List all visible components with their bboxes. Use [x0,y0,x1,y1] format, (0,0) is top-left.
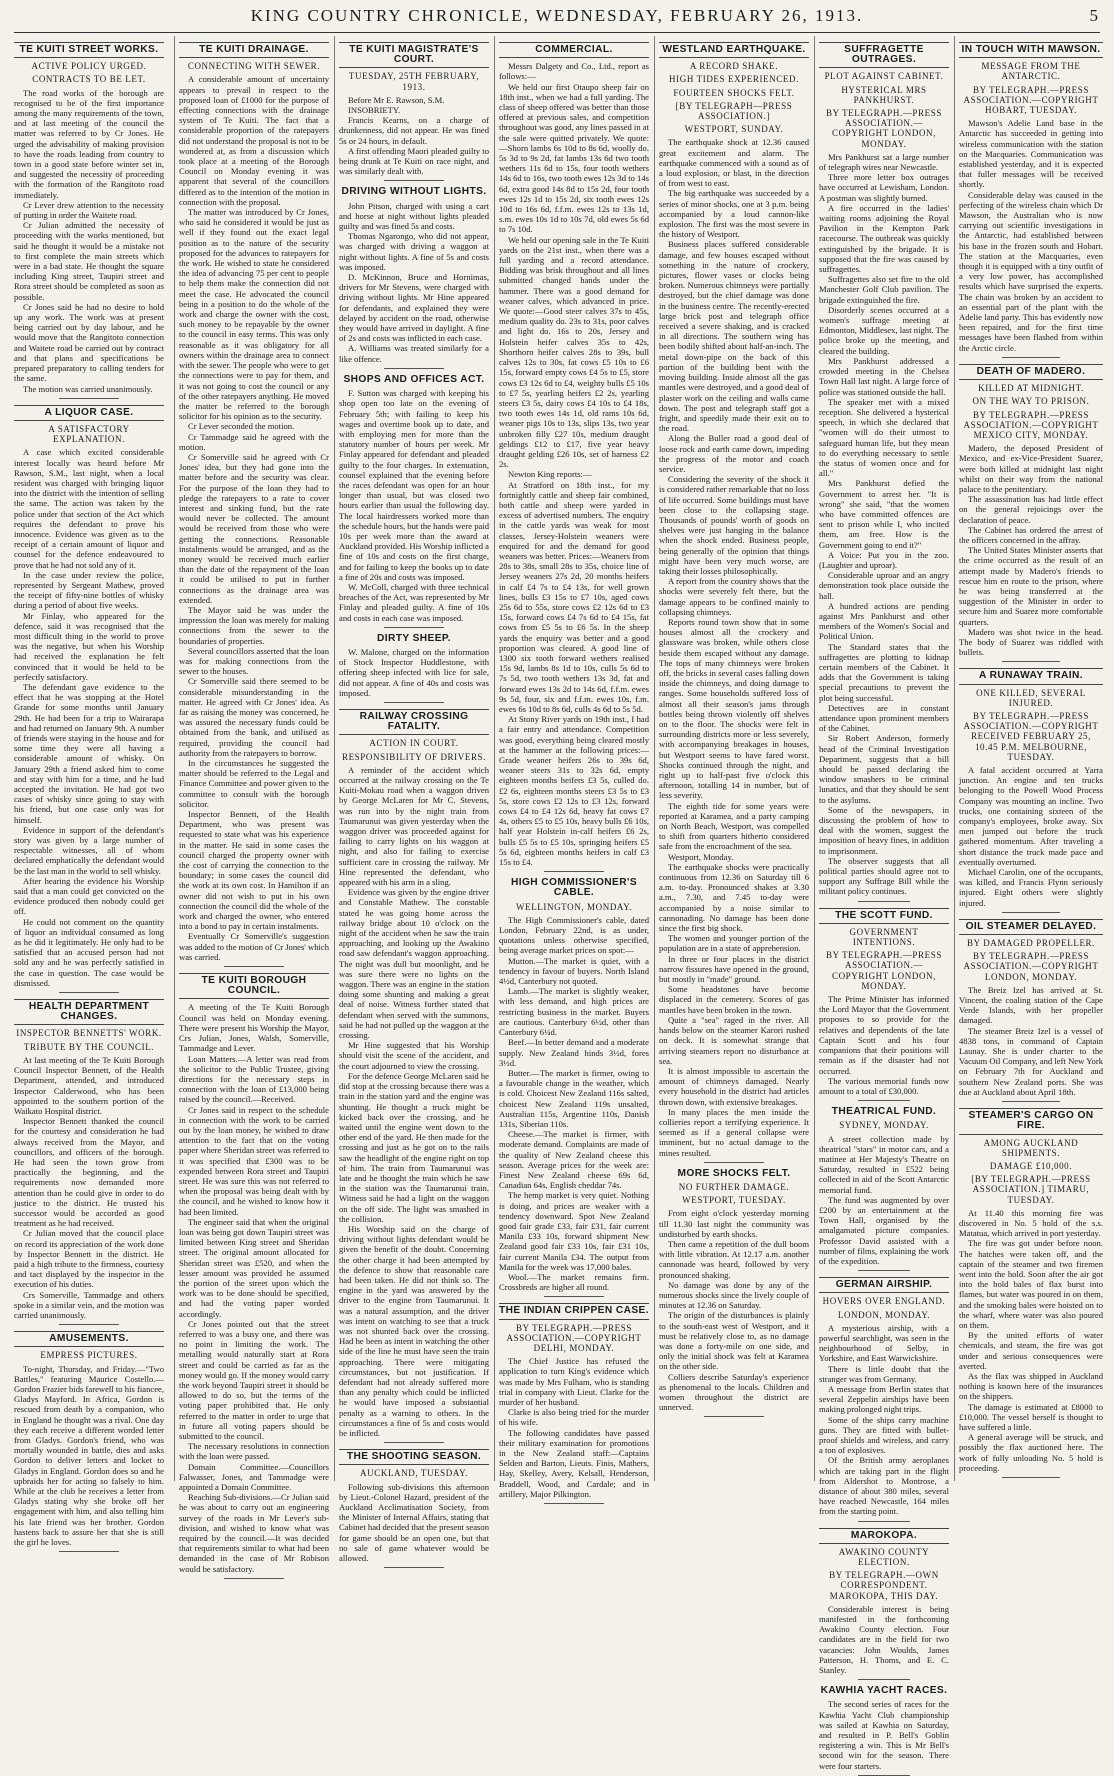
article-paragraph: Domain Committee.—Councillors Falwasser, Jones, and Tammadge were appointed a Domain Committee. [179,1461,329,1493]
article-paragraph: The speaker met with a mixed reception. She delivered a hysterical speech, in which she declared that "women will do their utmost to safeguard human life, but they mean to do everything necessary to settle the status of women once and for all." [819,396,949,479]
article-paragraph: Lamb.—The market is slightly weaker, with less demand, and high prices are restricting business in the market. Buyers are cautious. Canterbury 6½d, other than Canterbury 6¼d. [499,986,649,1038]
article-headline: OIL STEAMER DELAYED. [959,919,1103,935]
article-paragraph: A general average will be struck, and possibly the flax auctioned here. The work of fully unloading No. 5 hold is proceeding. [959,1432,1103,1473]
article-paragraph: The Chief Justice has refused the application to turn King's evidence which was made by Mrs Fulham, who is standing trial in company with Lieut. Clarke for the murder of her husband. [499,1356,649,1407]
article-subheading: WESTPORT, SUNDAY. [684,124,784,135]
article-paragraph: Madero was shot twice in the head. The body of Suarez was riddled with bullets. [959,626,1103,658]
article-paragraph: Cr Lever drew attention to the necessity of putting in order the Waitete road. [14,199,164,221]
article-paragraph: Eventually Cr Somerville's suggestion was added to the motion of Cr Jones' which was carried. [179,931,330,962]
article-paragraph: A message from Berlin states that several Zeppelin airships have been making prolonged night trips. [819,1383,949,1415]
article-subheading: NO FURTHER DAMAGE. [678,1181,790,1192]
article-divider [1002,1477,1060,1478]
article-headline: HEALTH DEPARTMENT CHANGES. [14,999,164,1025]
article-paragraph: Mr Hine suggested that his Worship should visit the scene of the accident, and the court adjourned to view the crossing. [339,1040,489,1071]
article-headline: HIGH COMMISSIONER'S CABLE. [510,877,638,899]
article-paragraph: F. Sutton was charged with keeping his shop open too late on the evening of February 5th; with failing to keep his wages and overtime book up to date, and with employing men for more than the statutory number of hours per week. Mr Finlay appeared for defendant and pleaded guilty to the four charges. In extenuation, counsel explained that the evening before the races defendant was open for an hour longer than usual, but was closed two hours earlier than usual the following day. The local hairdressers worked more than the schedule hours, but the hands were paid 10s per week more than the award at Auckland provided. His Worship inflicted a fine of 10s and costs on the first charge, and for failing to keep the books up to date a fine of 20s and costs was imposed. [339,388,489,582]
article-subheading: [BY TELEGRAPH.—PRESS ASSOCIATION.] TIMARU, TUESDAY. [971,1174,1091,1205]
article [339,187,489,368]
article-paragraph: Cr Lever seconded the motion. [188,421,295,432]
article-divider [384,1442,444,1443]
article-divider [1002,912,1060,913]
article-headline: TE KUITI BOROUGH COUNCIL. [179,973,329,999]
article-paragraph: Several councillors asserted that the loan was for making connections from the sewer to the houses. [179,645,329,677]
article-headline: TE KUITI MAGISTRATE'S COURT. [339,42,489,68]
article [959,364,1103,662]
article-subheading: KILLED AT MIDNIGHT. [978,383,1084,394]
article-subheading: TUESDAY, 25TH FEBRUARY, 1913. [348,71,480,92]
article-paragraph: Some of the ships carry machine guns. They are fitted with bullet-proof shields and wireless, and carry a ton of explosives. [819,1414,949,1456]
article-subheading: TRIBUTE BY THE COUNCIL. [23,1041,155,1052]
article-divider [544,1296,604,1297]
article-paragraph: The fund was augmented by over £200 by an entertainment at the Town Hall, organised by the amalgamated picture companies. Professor David assisted with a number of films, explaining the work of the expedition. [819,1194,949,1266]
article-headline: KAWHIA YACHT RACES. [820,1685,948,1697]
article [14,42,164,399]
article-subheading: BY TELEGRAPH.—PRESS ASSOCIATION.—COPYRIGHT LONDON, MONDAY. [826,950,942,991]
article-paragraph: Along the Buller road a good deal of loose rock and earth came down, impeding the progress of the motor and coach service. [659,433,809,474]
article-paragraph: In the circumstances he suggested the matter should be referred to the Legal and Finance Committee and power given to the committee to consult with the borough solicitor. [179,758,329,809]
article-subheading: BY TELEGRAPH.—PRESS ASSOCIATION.—COPYRIGHT RECEIVED FEBRUARY 25, 10.45 P.M. MELBOURNE, TUESDAY. [963,710,1099,762]
article-paragraph: In the case under review the police, represented by Sergeant Mathew, proved the receipt of fifty-nine bottles of whisky during a period of about five weeks. [14,569,164,611]
article-paragraph: The steamer Breiz Izel is a vessel of 4838 tons, in command of Captain Launay. She is under charter to the Vacuum Oil Company, and left New York on February 7th for Auckland and southern New Zealand ports. She was due at Auckland about April 18th. [959,1025,1103,1097]
article-paragraph: To-night, Thursday, and Friday.—"Two Battles," featuring Maurice Costello.—Gordon Frazier bids farewell to his fiancee, Gladys Mayford. In Africa, Gordon is rescued from death by a companion, who in England he thought was a rival. One day they each receive a different worded letter from Gladys. Gordon's friend, who was mortally wounded in battle, dies and asks Gordon to deliver letters and locket to Gladys in England. Gordon does so and he upbraids her for acting so falsely to him. While at the club he receives a letter from Gladys stating why she broke off her engagement with him, and also telling him his late friend was her brother. Gordon hastens back to assure her that she is still the girl he loves. [14,1363,164,1548]
article-paragraph: Westport, Monday. [668,851,734,862]
article-paragraph: Considering the severity of the shock it is considered rather remarkable that no loss of life occurred. Some buildings must have been close to the collapsing stage. Thousands of pounds' worth of goods on shelves were just hanging in the balance when the shock ended. Business people, being generally of the opinion that things might have been very much worse, are taking their losses philosophically. [659,474,809,576]
article-subheading: HIGH TIDES EXPERIENCED. [669,74,799,85]
column-1 [14,36,168,1548]
column-3 [334,36,493,1564]
article-divider [59,398,119,399]
article [819,1107,949,1271]
article-subheading: WESTPORT, TUESDAY. [682,1195,786,1206]
article-paragraph: Mr Finlay, who appeared for the defence, said it was recognised that the most difficult thing in the world to prove was the negative, but when his Worship had received the explanation he felt convinced that it would be held to be perfectly satisfactory. [14,610,164,682]
article [339,634,489,703]
article-paragraph: Cr Julian admitted the necessity of proceeding with the works mentioned, but said he thought it would be a mistake not to first complete the main streets which were in a bad state. He thought the square including King street, Taupiri street and Rora street should be completed as soon as possible. [14,220,164,302]
article-subheading: HOVERS OVER ENGLAND. [822,1296,946,1307]
article-subheading: FOURTEEN SHOCKS FELT. [673,87,795,98]
article-paragraph: The motion was carried unanimously. [23,383,153,394]
article-paragraph: The United States Minister asserts that the crime occurred as the result of an attempt made by Madero's friends to rescue him en route to the prison, where he was being transferred at the suggestion of the Minister in order to secure him and Suarez more comfortable quarters. [959,545,1103,627]
article-divider [858,1100,910,1101]
article-paragraph: Beef.—In better demand and a moderate supply. New Zealand hinds 3½d, fores 3½d. [499,1037,649,1068]
article-paragraph: Quite a "sea" raged in the river. All hands below on the steamer Karori rushed on deck. It is somewhat strange that arriving steamers report no disturbance at sea. [659,1014,809,1066]
article-subheading: BY TELEGRAPH.—PRESS ASSOCIATION.—COPYRIGHT MEXICO CITY, MONDAY. [963,409,1099,440]
article-paragraph: Cr Jones pointed out that the street referred to was a busy one, and there was no point in limiting the work. The metalling would naturally start at Rora street and could be carried as far as the money would go. If the money would carry the work beyond Taupiri street it should be allowed to do so, but the terms of the voting paper prohibited that. He only referred to the matter in order to urge that in future all voting papers should be submitted to the council. [179,1318,329,1442]
article-paragraph: His Worship said on the charge of driving without lights defendant would be given the benefit of the doubt. Concerning the other charge it had been attempted by the defence to show that reasonable care had been taken. He did not think so. The engine in the yard was answered by the driver to the engine from Taumarunui. It was a natural assumption, and the driver was intent on watching to see that a truck was not shunted back over the crossing. Had he been as intent in watching the other side of the line he must have seen the train approaching. There were mitigating circumstances, but not justification. If defendant had not already suffered more than any penalty which could be inflicted he would have imposed a substantial penalty as a warning to others. In the circumstances a fine of 5s and costs would be inflicted. [339,1223,489,1438]
article [959,1108,1103,1478]
article-paragraph: Inspector Bennett thanked the council for the courtesy and consideration he had always received from the Mayor, and councillors, and officers of the borough. He had seen the town grow from practically the beginning, and the requirements now demanded more attention than he could give in order to do justice to the district. He trusted his successor would be accorded as good treatment as he had received. [14,1116,164,1229]
article-subheading: HYSTERICAL MRS PANKHURST. [841,84,927,105]
article-divider [224,1578,284,1579]
article-headline: THEATRICAL FUND. [831,1106,937,1118]
article-paragraph: Considerable uproar and an angry demonstration took place outside the hall. [819,570,949,601]
article-paragraph: Considerable delay was caused in the perfecting of the wireless chain which Dr Mawson, the Australian who is now carrying out scientific investigations in the Antarctic, had established between his base in the frozen south and Hobart. The station at the Macquaries, even though it is equipped with a tiny outfit of a very low power, has accomplished results which have surprised the experts. The chain was broken by an accident to an essential part of the plant with the Adelie land party. This has evidently now been repaired, and for the first time messages have been flashed from within the Arctic circle. [959,189,1103,353]
article-paragraph: Considerable interest is being manifested in the forthcoming Awakino County election. Four candidates are in the field for two vacancies: John Woulds, James Patterson, H. Thoms, and E. C. Stanley. [819,1603,949,1676]
article-paragraph: From eight o'clock yesterday morning till 11.30 last night the community was undisturbed by earth shocks. [659,1208,809,1239]
article-paragraph: The High Commissioner's cable, dated London, February 22nd, is as under, quotations unless otherwise specified, being average market prices on spot:— [499,914,649,956]
article-divider [1002,1101,1060,1102]
article-subheading: AMONG AUCKLAND SHIPMENTS. [983,1137,1079,1158]
article-paragraph: Some headstones have become displaced in the cemetery. Scores of gas mantles have been broken in the town. [659,984,809,1015]
article-paragraph: The earthquake shocks were practically continuous from 12.36 on Saturday till 6 a.m. to-day. Pronounced shakes at 3.30 a.m., 7.30, and 7.45 to-day were accompanied by a noise similar to cannonading. No damage has been done since the first big shock. [659,861,809,934]
article-paragraph: Cr Jones said in respect to the schedule in connection with the work to be carried out by the loan money, he wished to draw attention to the fact that on the voting paper where Sheridan street was referred to it was specified that £300 was to be expended between Rora street and Taupiri street. He was sure this was not referred to when the proposal was being dealt with by the council, and he wished to know how it had been limited. [179,1104,329,1217]
article-subheading: BY TELEGRAPH.—PRESS ASSOCIATION.—COPYRIGHT DELHI, MONDAY. [506,1322,642,1353]
article-subheading: BY DAMAGED PROPELLER. [966,938,1096,949]
article-headline: DEATH OF MADERO. [959,364,1103,380]
article-paragraph: A reminder of the accident which occurred at the railway crossing on the Te Kuiti-Mokau road when a waggon driven by George McLaren for Mr C. Stevens, was run into by the night train from Taumarunui was given yesterday when the waggon driver was proceeded against for failing to carry lights on his waggon at night, and also for failing to exercise sufficient care in crossing the railway. Mr Hine represented the defendant, who appeared with his arm in a sling. [339,764,489,888]
article-paragraph: Butter.—The market is firmer, owing to a favourable change in the weather, which is cold. Choicest New Zealand 116s salted, choicest New Zealand 119s unsalted, Australian 115s, Argentine 110s, Danish 131s, Siberian 110s. [499,1067,649,1129]
article-subheading: BY TELEGRAPH.—PRESS ASSOCIATION.—COPYRIGHT LONDON, MONDAY. [963,951,1099,982]
article-headline: WESTLAND EARTHQUAKE. [659,42,809,58]
article-paragraph: W. McColl, charged with three technical breaches of the Act, was represented by Mr Finlay and pleaded guilty. A fine of 10s and costs in each case was imposed. [339,581,489,623]
article-paragraph: The assassination has had little effect on the general rejoicings over the declaration of peace. [959,494,1103,525]
article-paragraph: The necessary resolutions in connection with the loan were passed. [179,1441,329,1462]
article-paragraph: We held our first Otaupo sheep fair on 18th inst., when we had a full yarding. The class of sheep offered was better than those offered at previous sales, and competition throughout was good, any lines passed in at the sale were quitted privately. We quote:—Shorn lambs 6s 10d to 8s 6d, woolly do. 5s 3d to 9s 2d, fat lambs 13s 6d two tooth wethers 11s 6d to 15s, four tooth wethers 14s 6d to 16s, two tooth ewes 12s 3d to 14s 6d, extra good 14s 8d to 15s 2d, four tooth ewes 12s 1d to 15s 2d, six tooth ewes 12s 10d to 16s 6d, f.f.m. ewes 12s to 13s 1d, s.m. ewes 10s 1d to 10s 7d, old ewes 5s 6d to 7s 10d. [499,81,649,235]
article-paragraph: Cr Julian moved that the council place on record its appreciation of the work done by Inspector Bennett in the district. He paid a high tribute to the firmness, courtesy and tact displayed by the inspector in the execution of his duties. [14,1228,164,1290]
article-paragraph: Cr Tammadge said he agreed with the motion. [179,431,329,452]
article-paragraph: Of the British army aeroplanes which are taking part in the flight from Aldershot to Montrose, a distance of about 380 miles, several have reached Newcastle, 164 miles from the starting point. [819,1455,949,1517]
article-paragraph: By the united efforts of water chemicals, and steam, the fire was got under and serious consequences were averted. [959,1330,1103,1371]
article-paragraph: Francis Kearns, on a charge of drunkenness, did not appear. He was fined 5s or 24 hours, in default. [339,115,489,146]
column-6 [814,36,953,1771]
article-paragraph: Michael Carolin, one of the occupants, was killed, and Francis Flynn seriously injured. Eight others were slightly injured. [959,867,1103,908]
article-paragraph: Business places suffered considerable damage, and few houses escaped without something in the nature of crockery, pictures, flower vases or clocks being broken. Numerous chimneys were partially destroyed, but the chief damage was done in the business centre. The recently-erected large brick post and telegraph office received a severe shaking, and is cracked in all directions. The southern wing has been bodily shifted about half-an-inch. The metal down-pipe on the back of this portion of the building bent with the moving building. Inside almost all the gas mantles were destroyed, and a good deal of plaster work on the ceiling and walls came down. The post and telegraph staff got a fright, and speedily made their exit on to the road. [659,239,809,434]
column-4 [494,36,653,1499]
article-subheading: SYDNEY, MONDAY. [839,1120,929,1131]
article-paragraph: Disorderly scenes occurred at a women's suffrage meeting at Edmonton, Middlesex, last night. The police broke up the meeting, and cleared the building. [819,304,949,356]
article-headline: MAROKOPA. [819,1528,949,1544]
article-paragraph: INSOBRIETY. [348,105,401,116]
article-paragraph: Mrs Pankhurst sat a large number of telegraph wires near Newcastle. [819,151,949,173]
article-paragraph: The fire was got under before noon. The hatches were taken off, and the captain of the steamer and two firemen went into the hold. Soon after the air got into the hold bales of flax burst into flames, but water was poured in on them, and the smoking bales were hoisted on to the wharf, where water was also poured on them. [959,1238,1103,1330]
article [14,1331,164,1552]
article-paragraph: The Breiz Izel has arrived at St. Vincent, the coaling station of the Cape Verde Islands, with her propeller damaged. [959,984,1103,1026]
article-paragraph: The Standard states that the suffragettes are plotting to kidnap certain members of the Cabinet. It adds that the Government is taking special precautions to prevent the plot being successful. [819,641,949,703]
article-subheading: DAMAGE £10,000. [989,1160,1073,1171]
article-subheading: AWAKINO COUNTY ELECTION. [838,1546,930,1568]
article-paragraph: The Prime Minister has informed the Lord Mayor that the Government proposes to so provide for the relatives and dependents of the late Captain Scott and his four companions that their positions will remain as if the disaster had not occurred. [819,994,949,1076]
article [339,709,489,1443]
article-paragraph: Sir Robert Anderson, formerly head of the Criminal Investigation Department, suggests that a bill should be passed declaring the window smashers to be criminal lunatics, and that they should be sent to the asylums. [819,733,949,805]
article-paragraph: The Cabinet has ordered the arrest of the officers concerned in the affray. [959,524,1103,545]
article-paragraph: The defendant gave evidence to the effect that he was stopping at the Hotel Grande for some months until January 29th. He had been for a trip to Wairarapa and had returned on January 9th. A number of friends were staying in the house and for some time they were all having a considerable amount of whisky. On January 29th a friend asked him to come and stay with him for a time, and he had accepted the invitation. He had got two cases of whisky since going to stay with his friend, but one case only was for himself. [14,681,164,825]
article-paragraph: The big earthquake was succeeded by a series of minor shocks, one at 3 p.m. being accompanied by a loud cannon-like explosion. The first was the most severe in the history of Westport. [659,188,809,240]
article-paragraph: Cr Somerville said there seemed to be considerable misunderstanding in the matter. He agreed with Cr Jones' idea. As far as raising the money was concerned, he was assured the necessary funds could be obtained from the bank, and utilised as required, providing the council had authority from the ratepayers to borrow. [179,676,329,758]
article-subheading: EMPRESS PICTURES. [40,1350,138,1361]
article-divider [59,1551,119,1552]
article-subheading: BY TELEGRAPH.—OWN CORRESPONDENT. MAROKOPA, THIS DAY. [829,1570,939,1601]
article-divider [59,992,119,993]
article [339,42,489,181]
article-paragraph: Cr Somerville said he agreed with Cr Jones' idea, but they had gone into the matter before and the security was clear. For the purpose of the loan they had to pledge the ratepayers to a rate to cover interest and sinking fund, but the rate would never be collected. The amount would be received from those who were getting the connections. Reasonable instalments would be arranged, and as the money would be received much earlier than the date of the repayment of the loan it could be utilised to put in further connections as the drainage area was extended. [179,451,329,605]
article-headline: MORE SHOCKS FELT. [677,1167,791,1179]
article-divider [384,1567,444,1568]
article-paragraph: The hemp market is very quiet. Nothing is doing, and prices are weaker with a tendency downward. Spot New Zealand good fair grade £33, fair £31, fair current Manila £33 10s, forward shipment New Zealand good fair £33 10s, fair £31 10s, fair current Manila £34. The output from Manila for the week was 17,000 bales. [499,1190,649,1272]
article-paragraph: As the flax was shipped in Auckland nothing is known here of the insurances on the shippers. [959,1370,1103,1402]
article-paragraph: D. McKinnon, Bruce and Hornimas, drivers for Mr Stevens, were charged with driving without lights. Mr Hine appeared for defendants, and explained they were delayed by accident on the road, otherwise they would have arrived in daylight. A fine of 2s and costs was inflicted in each case. [339,272,489,344]
article-divider [858,901,910,902]
article-paragraph: The following candidates have passed their military examination for promotions in the New Zealand staff:—Captains Selden and Barton, Lieuts. Finis, Mathers, Hay, Skelley, Avery, Kelsall, Henderson, Braddell, Wood, and Cardale; and in artillery, Major Pilkington. [499,1427,649,1499]
article-paragraph: The eighth tide for some years were reported at Karamea, and a party camping on North Beach, Westport, was compelled to shift from quarters hitherto considered safe from the encroachment of the sea. [659,800,809,852]
article-paragraph: A first offending Maori pleaded guilty to being drunk at Te Kuiti on race night, and was similarly dealt with. [339,145,489,177]
article-paragraph: A mysterious airship, with a powerful searchlight, was seen in the neighbourhood of Selby, in Yorkshire, and East Warwickshire. [819,1322,949,1364]
masthead [14,2,1100,33]
article-paragraph: Some of the newspapers, in discussing the problem of how to deal with the women, suggest the imposition of heavy fines, in addition to imprisonment. [819,804,949,856]
article [959,919,1103,1102]
article-subheading: ACTION IN COURT. [369,738,459,749]
article-subheading: ONE KILLED, SEVERAL INJURED. [976,687,1086,708]
article-subheading: PLOT AGAINST CABINET. [824,71,944,82]
article-paragraph: For the defence George McLaren said he did stop at the crossing because there was a train in the station yard and the engine was shunting. He thought a truck might be kicked back over the crossing, and he waited until the engine went down to the other end of the yard. He then made for the crossing and just as he got on to the rails saw the headlight of the engine right on top of him. The train from Taumarunui was late and he thought the train which he saw in the station was the Taumarunui train. Witness said he had a light on the waggon on the off side. The light was smashed in the collision. [339,1070,489,1224]
article-paragraph: The second series of races for the Kawhia Yacht Club championship was sailed at Kawhia on Saturday, and resulted in P. Bell's Goblin registering a win. This is Mr Bell's second win for the season. There were four starters. [819,1699,949,1771]
article-paragraph: Messrs Dalgety and Co., Ltd., report as follows:— [499,61,649,82]
article-divider [544,1503,604,1504]
article [339,375,489,628]
article [179,973,329,1579]
newspaper-title: KING COUNTRY CHRONICLE, WEDNESDAY, FEBRUARY 26, 1913. [250,6,864,25]
article-paragraph: Mawson's Adelie Land base in the Antarctic has succeeded in getting into wireless communication with the station on the Macquaries. Communication was established yesterday, and it is expected that fuller messages will be received shortly. [959,118,1103,190]
article-paragraph: Evidence in support of the defendant's story was given by a large number of respectable witnesses, all of whom declared emphatically the defendant would be the last man in the world to sell whisky. [14,824,164,876]
article-subheading: ON THE WAY TO PRISON. [972,396,1090,407]
article-paragraph: Cr Jones said he had no desire to hold up any work. The work was at present being carried out by day labour, and he would move that the Rangitoto connection and Waitete road be carried out by contract and that plans and specifications be prepared preparatory to calling tenders for the same. [14,301,164,384]
article-headline: STEAMER'S CARGO ON FIRE. [959,1108,1103,1134]
article-paragraph: Three more letter box outrages have occurred at Lewisham, London. A postman was slightly burned. [819,172,949,203]
article-subheading: ACTIVE POLICY URGED. [31,61,147,72]
article-headline: DRIVING WITHOUT LIGHTS. [341,186,487,198]
article-divider [59,1324,119,1325]
article-headline: IN TOUCH WITH MAWSON. [959,42,1103,58]
column-2 [174,36,333,1574]
article-headline: SHOPS AND OFFICES ACT. [343,373,485,385]
article-paragraph: Then came a repetition of the dull boom with little vibration. At 12.17 a.m. another cannonade was heard, followed by very pronounced shaking. [659,1238,809,1280]
article [819,1528,949,1681]
article [659,42,809,1163]
article-headline: A LIQUOR CASE. [14,405,164,421]
article-paragraph: A Voice: Put you in the zoo. (Laughter and uproar). [819,549,949,570]
article-divider [544,871,604,872]
column-5 [654,36,813,1481]
article-paragraph: Madero, the deposed President of Mexico, and ex-Vice-President Suarez, were both killed at midnight last night whilst on their way from the national palace to the penitentiary. [959,443,1103,494]
article-paragraph: Thomas Ngarongo, who did not appear, was charged with driving a waggon at night without lights. A fine of 5s and costs was imposed. [339,231,489,272]
article [499,878,649,1297]
article-subheading: CONNECTING WITH SEWER. [187,61,321,72]
article-headline: TE KUITI STREET WORKS. [14,42,164,58]
article-paragraph: W. Malone, charged on the information of Stock Inspector Huddlestone, with offering sheep infected with lice for sale, did not appear. A fine of 40s and costs was imposed. [339,646,489,698]
article-paragraph: A fire occurred in the ladies' waiting rooms adjoining the Royal Pavilion in the Kempton Park racecourse. The outbreak was quickly extinguished by the brigade. It is supposed that the fire was caused by suffragettes. [819,202,949,275]
article-paragraph: The Mayor said he was under the impression the loan was merely for making connections from the sewer to the boundaries of properties. [179,604,329,646]
article [819,1686,949,1776]
article-paragraph: Cheese.—The market is firmer, with moderate demand. Complaints are made of the quality of New Zealand cheese this season. Average prices for the week are: Finest New Zealand cheese 69s 6d, Canadian 64s, English cheddar 74s. [499,1129,649,1191]
article-paragraph: The damage is estimated at £8000 to £10,000. The vessel herself is thought to have suffered a little. [959,1401,1103,1432]
article-paragraph: Mutton.—The market is quiet, with a tendency in favour of buyers. North Island 4½d, Canterbury not quoted. [499,955,649,987]
article-paragraph: A hundred actions are pending against Mrs Pankhurst and other members of the Women's Social and Political Union. [819,600,949,642]
article-headline: SUFFRAGETTE OUTRAGES. [819,42,949,68]
article-paragraph: The observer suggests that all political parties should agree not to support any Suffrage Bill while the militant policy continues. [819,855,949,897]
article [179,42,329,967]
article-subheading: [BY TELEGRAPH—PRESS ASSOCIATION.] [675,100,793,122]
article-paragraph: He could not comment on the quantity of liquor an individual consumed as long as he did it legitimately. He only had to be satisfied that an accused person had not sold any and he was perfectly satisfied in the case in question. The case would be dismissed. [14,916,164,988]
article-divider [224,966,284,967]
article-paragraph: Wool.—The market remains firm. Crossbreds are higher all round. [499,1271,649,1293]
article-headline: AMUSEMENTS. [14,1331,164,1347]
article-paragraph: There is little doubt that the stranger was from Germany. [819,1363,949,1384]
article-paragraph: A report from the country shows that the shocks were severely felt there, but the damage appears to be confined mainly to collapsing chimneys. [659,576,809,617]
article-paragraph: Before Mr E. Rawson, S.M. [348,94,445,105]
article-paragraph: Clarke is also being tried for the murder of his wife. [499,1407,649,1428]
article-paragraph: In three or four places in the district narrow fissures have opened in the ground, but mostly in "made" ground. [659,953,809,985]
article-paragraph: A meeting of the Te Kuiti Borough Council was held on Monday evening. There were present his Worship the Mayor, Crs Julian, Jones, Walsh, Somerville, Tammadge and Lever. [179,1002,329,1054]
article-paragraph: Crs Somerville, Tammadge and others spoke in a similar vein, and the motion was carried unanimously. [14,1289,164,1320]
article-headline: COMMERCIAL. [499,42,649,58]
article-divider [384,368,444,369]
article-paragraph: A street collection made by theatrical "stars" in motor cars, and a matinee at Her Majesty's Theatre on Saturday, resulted in £522 being collected in aid of the Scott Antarctic memorial fund. [819,1133,949,1195]
article-divider [384,627,444,628]
article-headline: THE SHOOTING SEASON. [339,1449,489,1465]
article-paragraph: A fatal accident occurred at Yarra junction. An engine and ten trucks belonging to the Powell Wood Process Company was mounting an incline. Two trucks, one containing sixteen of the company's employees, broke away. Six men jumped out before the truck gathered momentum. After traveling a short distance the truck made pace and eventually overturned. [959,765,1103,867]
article [959,668,1103,912]
article-paragraph: In many places the men inside the collieries report a terrifying experience. It seemed as if a general collapse were imminent, but no actual damage to the mines resulted. [659,1106,809,1158]
article-subheading: WELLINGTON, MONDAY. [516,901,632,912]
article-paragraph: The matter was introduced by Cr Jones, who said he considered it would be just as well if they found out the exact legal position as to the nature of the security proposed for the advances to ratepayers for the work. He wished to state he considered the idea of advancing 75 per cent to people to help them make the connection did not meet the case. He advocated the council being in a position to do the whole of the work and charge the owner with the cost, such money to be repayable by the owner to the council in easy terms. This was only reasonable as it was obligatory for all owners within the drainage area to connect with the sewer. The people who were to get the connections were to pay for them, and it was not going to cost the council or any of the other ratepayers anything. He moved the matter be referred to the borough solicitor for his opinion as to the security. [179,207,329,422]
article-subheading: AUCKLAND, TUESDAY. [360,1468,468,1479]
article-paragraph: At Stony River yards on 19th inst., I had a fair entry and attendance. Competition was good, everything being cleared mostly at the hammer at the following prices:—Grade weaner heifers 26s to 39s 6d, weaner steers 31s to 32s 6d, empty eighteen months heifers £3 5s, culled do. £2 6s, eighteen months steers £3 5s to £3 5s, store cows £2 12s to £3 12s, forward cows £4 to £4 12s 6d, heavy fat cows £7 4s, others £5 to £5 10s, heavy bulls £6 10s, half year Holstein in-calf heifers £6 2s, bulls £5 5s to £5 10s, springing heifers £5 5s 6d, eighteen months heifers in calf £3 15s to £4. [499,714,649,868]
article-headline: GERMAN AIRSHIP. [819,1277,949,1293]
article-divider [384,702,444,703]
article-paragraph: The women and younger portion of the population are in a state of apprehension. [659,933,809,954]
article-subheading: LONDON, MONDAY. [837,1309,931,1320]
article-paragraph: The earthquake shock at 12.36 caused great excitement and alarm. The earthquake commenced with a sound as of a loud explosion, or blast, in the direction of from west to east. [659,137,809,189]
article-paragraph: Newton King reports:— [508,469,592,480]
article-subheading: BY TELEGRAPH.—PRESS ASSOCIATION.—COPYRIGHT HOBART, TUESDAY. [963,84,1099,116]
article-headline: A RUNAWAY TRAIN. [959,668,1103,684]
article-paragraph: Mrs Pankhurst addressed a crowded meeting in the Chelsea Town Hall last night. A large force of police was stationed outside the hall. [819,355,949,397]
article-subheading: CONTRACTS TO BE LET. [32,74,146,85]
article-paragraph: Reaching Sub-divisions.—Cr Julian said he was about to carry out an engineering survey of the roads in Mr Lever's sub-division, and wished to know what was required by the council.—It was decided that requirements similar to what had been demanded in the case of Mr Robison would be satisfactory. [179,1492,329,1574]
column-7 [954,36,1103,1481]
article [499,1303,649,1504]
article-headline: THE INDIAN CRIPPEN CASE. [499,1303,649,1319]
article [959,42,1103,358]
article-paragraph: The engineer said that when the original loan was being got down Taupiri street was limited between King street and Sheridan street. The original amount allocated for Sheridan street was £520, and when the lesser amount was provided he assumed the portion of the street upon which the work was to be done should be specified, and had the voting paper worded accordingly. [179,1216,329,1319]
article-divider [704,1162,764,1163]
article-subheading: A RECORD SHAKE. [689,61,779,72]
article-paragraph: No damage was done by any of the numerous shocks since the lively couple of minutes at 12.36 on Saturday. [659,1279,809,1311]
article-paragraph: It is almost impossible to ascertain the amount of chimneys damaged. Nearly every household in the district had articles thrown down, with extensive breakages. [659,1065,809,1107]
article-subheading: INSPECTOR BENNETTS' WORK. [16,1028,162,1039]
article-paragraph: After hearing the evidence his Worship said that a man could get convicted on the evidence produced then nobody could get off. [14,875,164,917]
article-paragraph: The origin of the disturbances is plainly to the south-east west of Westport, and it must be relatively close to, as no damage was done a forty-mile on one side, and only the initial shock was felt at Karamea on the other side. [659,1310,809,1372]
article-paragraph: The road works of the borough are recognised to be of the first importance among the many requirements of the town, and at last meeting of the council the matter was referred to by Cr Jones. He urged the advisability of making provision to have the roads leading from country to town in a good state before winter set in, and suggested the necessity of proceeding with the formation of the Rangitoto road immediately. [14,87,164,200]
article [819,42,949,902]
article [499,42,649,872]
article-paragraph: We held our opening sale in the Te Kuiti yards on the 21st inst., when there was a full yarding and a record attendance. Bidding was brisk throughout and all lines submitted changed hands under the hammer. There was a good demand for weaner calves, which advanced in price. We quote:—Good steer calves 37s to 45s, medium quality do. 23s to 31s, poor calves and light do. 16s to 20s, Jersey and Holstein heifer calves 35s to 42s, Shorthorn heifer calves 28s to 39s, bull calves 12s to 30s, fat cows £5 10s to £6 15s, forward empty cows £4 5s to £5, store cows £3 12s 6d to £4, weighty bulls £5 10s to £7 5s, yearling heifers £2 2s, yearling steers £3 5s, dairy cows £4 10s to £4 18s, two tooth ewes 14s 1d, old rams 10s 6d, weaner pigs 10s to 13s, slips 13s, two year unbroken filly £27 10s, medium draught geldings £12 to £17, five year heavy draught gelding £26 10s, set of harness £2 2s. [499,234,649,470]
article-headline: DIRTY SHEEP. [376,632,452,644]
article-paragraph: Loan Matters.—A letter was read from the solicitor to the Public Trustee, giving directions for the necessary steps in connection with the loan of £13,000 being raised by the council.—Received. [179,1053,329,1105]
article-paragraph: The various memorial funds now amount to a total of £30,000. [819,1075,949,1096]
article-paragraph: Suffragettes also set fire to the old Manchester Golf Club pavilion. The brigade extinguished the fire. [819,274,949,305]
article-paragraph: Following sub-divisions this afternoon by Lieut.-Colonel Hazard, president of the Auckland Acclimatisation Society, from the Minister of Internal Affairs, stating that Cabinet had decided that the present season for game should be an open one, but that no sale of game whatever would be allowed. [339,1481,489,1564]
article-divider [1002,357,1060,358]
article-paragraph: At 11.40 this morning fire was discovered in No. 5 hold of the s.s. Matatua, which arrived in port yesterday. [959,1207,1103,1239]
article [339,1449,489,1568]
article-paragraph: Colliers describe Saturday's experience as phenomenal to the locals. Children and women throughout the district are unnerved. [659,1371,809,1413]
article-divider [858,1679,910,1680]
article-headline: RAILWAY CROSSING FATALITY. [339,709,489,735]
article-subheading: MESSAGE FROM THE ANTARCTIC. [981,61,1081,82]
article [819,1277,949,1521]
article-divider [858,1521,910,1522]
article-subheading: BY TELEGRAPH.—PRESS ASSOCIATION.—COPYRIGHT LONDON, MONDAY. [826,108,942,149]
article-divider [1002,661,1060,662]
article-divider [384,180,444,181]
article-divider [704,1416,764,1417]
article-paragraph: At Stratford on 18th inst., for my fortnightly cattle and sheep fair combined, both cattle and sheep were yarded in excess of advertised numbers. The enquiry in the cattle yards was weak for most classes, Jersey-Holstein weaners were enquired for and the demand for good weaners was better. Prices:—Weaners from 28s to 38s, small 28s to 35s, choice line of Jersey weaners 27s 2d, 20 months heifers in calf £4 7s to £4 13s, for well grown lines, bulls £3 15s to £7 10s, aged cows 25s 6d to 55s, store cows £2 12s 6d to £3 15s, forward cows £4 7s 6d to £4 15s, fat cows from £5 5s to £6 5s. In the sheep yards the enquiry was better and a good proportion was cleared. A good line of 1300 six tooth forward wethers realised 15s 9d, lambs 8s 1d to 10s, culls 5s 6d to 7s 5d, two tooth wethers 13s 3d, fat and forward ewes 13s 2d to 14s 6d, f.f.m. ewes 9s 5d, four, six and f.f.m. ewes 10s, f.m. ewes 6s 10d to 8s 6d, culls 4s 6d to 5s 5d. [499,479,649,714]
article-headline: TE KUITI DRAINAGE. [179,42,329,58]
article-subheading: GOVERNMENT INTENTIONS. [849,926,919,948]
article-divider [858,1270,910,1271]
page-number: 5 [1089,6,1098,25]
article-paragraph: A. Williams was treated similarly for a like offence. [339,343,489,364]
article-subheading: RESPONSIBILITY OF DRIVERS. [341,751,487,762]
article [14,405,164,993]
article [14,999,164,1325]
article-paragraph: Reports round town show that in some houses almost all the crockery and glassware was broken, while others close beside them escaped without any damage. The tops of many chimneys were broken off, the bricks in several cases falling down inside the chimneys, and doing damage to ranges. Some households suffered loss of almost all their season's jams through bottles being thrown violently off shelves on to the floor. The shocks were felt in surrounding districts more or less severely, with accompanying breakages in houses, but Westport seems to have fared worst. Shocks continued through the night, and right up to half-past five o'clock this afternoon, totalling 14 in number, but of less severity. [659,616,809,801]
article [659,1169,809,1418]
article-paragraph: A case which excited considerable interest locally was heard before Mr Rawson, S.M., last night, when a local resident was charged with bringing liquor into the district with the intention of selling the same. The action was taken by the police under that section of the Act which requires the defendant to prove his innocence. Evidence was given as to the receipt of a certain amount of liquor and counsel for the defence endeavoured to prove that he had not sold any of it. [14,447,164,570]
article-paragraph: John Pitson, charged with using a cart and horse at night without lights pleaded guilty and was fined 5s and costs. [339,200,489,232]
article-paragraph: Inspector Bennett, of the Health Department, who was present was requested to state what was his experience in the matter. He said in some cases the council charged the property owner with the cost of carrying the connection to the boundary; in some cases the council did the work at its own cost. In Hamilton if an owner did not wish to put in his own connection the council did the whole of the work and charged the owner, who entered into a bond to pay in certain instalments. [179,809,329,932]
article-paragraph: A considerable amount of uncertainty appears to prevail in respect to the proposed loan of £1000 for the purpose of effecting connections with the drainage system of Te Kuiti. The fact that a considerable proportion of the ratepayers did not understand the proposal is not to be wondered at, as from a discussion which took place at a meeting of the Borough Council on Monday evening it was apparent that several of the councillors differed as to the intention of the motion in connection with the proposal. [179,74,329,207]
article-paragraph: Mrs Pankhurst defied the Government to arrest her. "It is wrong" she said, "that the women who have committed offences are sent to prison while I, who incited them, am free. How is the Government going to end it?" [819,478,949,550]
article-subheading: A SATISFACTORY EXPLANATION. [48,423,130,445]
article-paragraph: At last meeting of the Te Kuiti Borough Council Inspector Bennett, of the Health Department, attended, and introduced Inspector Calderwood, who has been appointed to the southern portion of the Waikato Hospital district. [14,1054,164,1116]
article-paragraph: Detectives are in constant attendance upon prominent members of the Cabinet. [819,702,949,734]
article-paragraph: Evidence was given by the engine driver and Constable Mathew. The constable stated he was going home across the railway bridge about 10 o'clock on the night of the accident when he saw the train approaching, and looking up the Awakino road saw defendant's waggon approaching. The night was dull but moonlight, and he was sure there were no lights on the waggon. There was an engine in the station doing some shunting and making a great deal of noise. Witness further stated that defendant when served with the summons, said he had not pulled up the waggon at the crossing. [339,887,489,1041]
article [819,908,949,1101]
article-headline: THE SCOTT FUND. [819,908,949,924]
